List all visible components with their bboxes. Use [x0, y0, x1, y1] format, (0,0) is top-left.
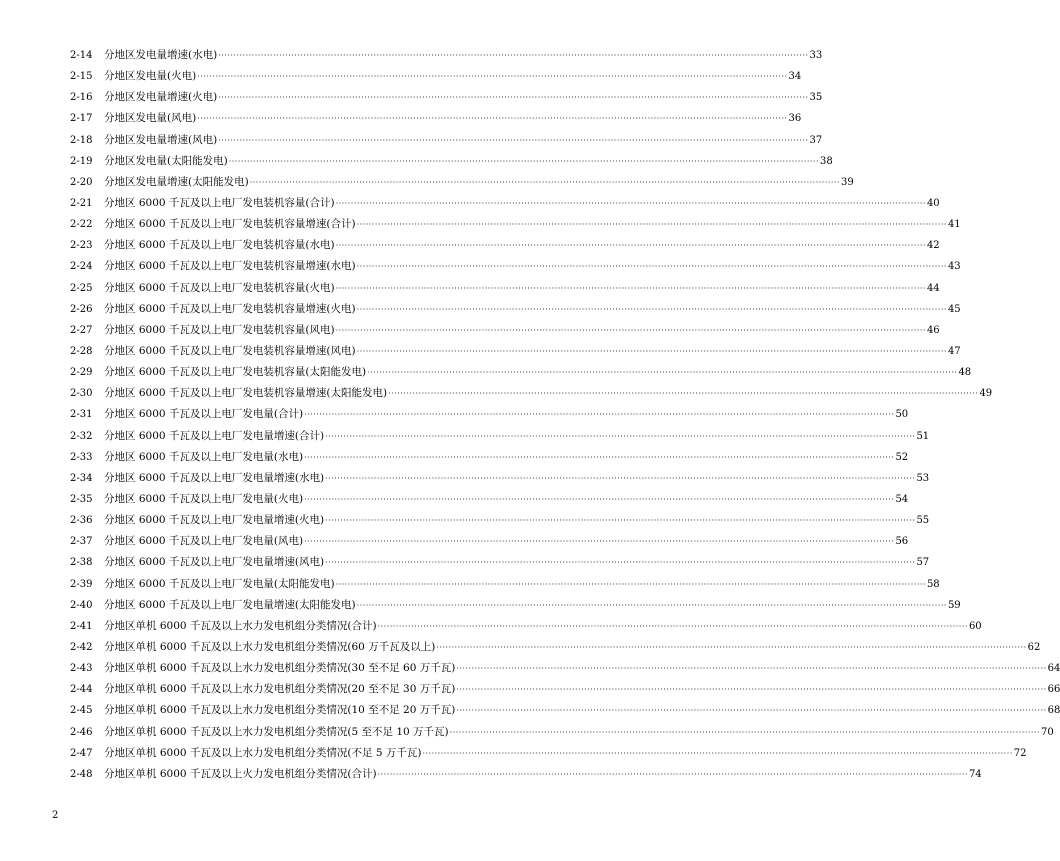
toc-entry-page: 39: [841, 176, 854, 188]
toc-entry-number: 2-46: [70, 726, 93, 738]
toc-entry-page: 49: [979, 388, 993, 400]
toc-entry-title: 分地区 6000 千瓦及以上电厂发电量(火电): [104, 492, 304, 505]
toc-entry-number: 2-41: [70, 620, 93, 632]
toc-dot-leader: [218, 45, 808, 66]
toc-entry[interactable]: [70, 87, 823, 108]
toc-dot-leader: [336, 235, 926, 256]
toc-entry-page: 62: [1027, 641, 1041, 653]
toc-entry-number: 2-27: [70, 324, 93, 336]
toc-entry-number: 2-17: [70, 113, 93, 125]
toc-entry-title: 分地区发电量(太阳能发电): [104, 154, 228, 167]
toc-entry-number: 2-22: [70, 219, 93, 231]
toc-entry-title: 分地区 6000 千瓦及以上电厂发电量(太阳能发电): [104, 577, 335, 590]
toc-entry-title: 分地区 6000 千瓦及以上电厂发电量增速(水电): [104, 471, 325, 484]
toc-entry[interactable]: [70, 383, 993, 404]
toc-entry-page: 72: [1013, 747, 1027, 759]
toc-entry-number: 2-23: [70, 240, 93, 252]
toc-entry-page: 33: [809, 50, 823, 61]
toc-entry[interactable]: [70, 552, 930, 573]
toc-entry-page: 59: [947, 599, 961, 611]
toc-entry-title: 分地区 6000 千瓦及以上电厂发电装机容量增速(合计): [104, 218, 356, 231]
toc-dot-leader: [325, 510, 915, 531]
toc-entry-number: 2-24: [70, 261, 93, 273]
toc-entry-number: 2-33: [70, 451, 93, 463]
toc-entry-title: 分地区 6000 千瓦及以上电厂发电量增速(火电): [104, 514, 325, 527]
toc-dot-leader: [250, 172, 840, 193]
toc-entry-page: 50: [895, 409, 909, 421]
toc-dot-leader: [388, 383, 978, 404]
toc-dot-leader: [218, 87, 808, 108]
toc-entry[interactable]: [70, 616, 982, 637]
toc-entry-number: 2-38: [70, 557, 93, 569]
toc-entry-number: 2-37: [70, 536, 93, 548]
toc-entry-title: 分地区 6000 千瓦及以上电厂发电量(合计): [104, 408, 304, 421]
toc-entry-page: 35: [809, 92, 823, 104]
toc-dot-leader: [357, 299, 947, 320]
toc-dot-leader: [450, 722, 1040, 743]
toc-entry-number: 2-18: [70, 134, 93, 146]
toc-entry-title: 分地区单机 6000 千瓦及以上水力发电机组分类情况(30 至不足 60 万千瓦): [104, 662, 456, 675]
toc-dot-leader: [325, 426, 915, 447]
toc-entry-title: 分地区 6000 千瓦及以上电厂发电装机容量(太阳能发电): [104, 366, 367, 379]
toc-entry-number: 2-36: [70, 515, 93, 527]
toc-entry-page: 52: [895, 451, 909, 463]
toc-dot-leader: [357, 214, 947, 235]
toc-entry-title: 分地区 6000 千瓦及以上电厂发电装机容量(水电): [104, 239, 335, 252]
toc-dot-leader: [357, 256, 947, 277]
toc-entry-number: 2-14: [70, 50, 93, 61]
toc-entry-page: 34: [788, 71, 802, 83]
toc-entry-title: 分地区发电量增速(火电): [104, 91, 218, 104]
toc-entry[interactable]: [70, 108, 802, 129]
toc-entry-page: 47: [947, 345, 961, 357]
toc-entry[interactable]: [70, 468, 930, 489]
toc-entry-number: 2-28: [70, 345, 93, 357]
toc-entry-title: 分地区发电量增速(水电): [104, 49, 218, 61]
toc-dot-leader: [304, 447, 894, 468]
toc-entry[interactable]: [70, 362, 972, 383]
toc-entry[interactable]: [70, 404, 909, 425]
toc-entry-page: 42: [926, 240, 940, 252]
table-of-contents: [70, 45, 1060, 785]
toc-dot-leader: [456, 658, 1046, 679]
toc-dot-leader: [336, 278, 926, 299]
toc-entry-number: 2-16: [70, 92, 93, 104]
toc-dot-leader: [367, 362, 957, 383]
toc-dot-leader: [378, 764, 968, 785]
toc-entry-page: 57: [916, 557, 930, 569]
toc-entry[interactable]: [70, 595, 961, 616]
toc-entry-title: 分地区 6000 千瓦及以上电厂发电装机容量(风电): [104, 323, 335, 336]
toc-entry-title: 分地区发电量(风电): [104, 112, 197, 125]
toc-entry-title: 分地区 6000 千瓦及以上电厂发电装机容量增速(水电): [104, 260, 356, 273]
toc-entry-number: 2-25: [70, 282, 93, 294]
toc-entry[interactable]: [70, 278, 940, 299]
toc-entry[interactable]: [70, 574, 940, 595]
toc-entry-title: 分地区 6000 千瓦及以上电厂发电量(水电): [104, 450, 304, 463]
toc-entry-number: 2-39: [70, 578, 93, 590]
toc-entry-number: 2-40: [70, 599, 93, 611]
toc-entry-page: 37: [809, 134, 823, 146]
toc-entry[interactable]: [70, 130, 823, 151]
toc-entry-title: 分地区发电量(火电): [104, 70, 197, 83]
page-number: 2: [52, 810, 59, 821]
toc-entry-title: 分地区 6000 千瓦及以上电厂发电量增速(太阳能发电): [104, 598, 356, 611]
toc-entry-page: 74: [968, 768, 982, 780]
toc-entry-page: 36: [788, 113, 802, 125]
toc-entry[interactable]: [70, 172, 854, 193]
toc-entry-page: 40: [926, 197, 940, 209]
toc-entry[interactable]: [70, 193, 940, 214]
toc-entry-title: 分地区 6000 千瓦及以上电厂发电量(风电): [104, 535, 304, 548]
toc-dot-leader: [304, 531, 894, 552]
toc-entry[interactable]: [70, 214, 961, 235]
toc-dot-leader: [336, 193, 926, 214]
toc-entry[interactable]: [70, 658, 1060, 679]
toc-entry-title: 分地区 6000 千瓦及以上电厂发电装机容量(火电): [104, 281, 335, 294]
toc-dot-leader: [456, 679, 1046, 700]
toc-entry[interactable]: [70, 341, 961, 362]
toc-dot-leader: [218, 130, 808, 151]
toc-entry-page: 45: [947, 303, 961, 315]
toc-entry-number: 2-34: [70, 472, 93, 484]
toc-entry-number: 2-29: [70, 367, 93, 379]
toc-entry-number: 2-32: [70, 430, 93, 442]
toc-entry[interactable]: [70, 679, 1060, 700]
toc-dot-leader: [229, 151, 819, 172]
toc-entry-number: 2-44: [70, 684, 93, 696]
toc-entry-title: 分地区单机 6000 千瓦及以上水力发电机组分类情况(合计): [104, 619, 377, 632]
toc-entry-title: 分地区发电量增速(太阳能发电): [104, 175, 249, 188]
toc-entry-title: 分地区单机 6000 千瓦及以上水力发电机组分类情况(20 至不足 30 万千瓦): [104, 683, 456, 696]
toc-entry[interactable]: [70, 531, 909, 552]
toc-entry-page: 46: [926, 324, 940, 336]
toc-entry[interactable]: [70, 700, 1060, 721]
toc-entry-title: 分地区单机 6000 千瓦及以上火力发电机组分类情况(合计): [104, 767, 377, 780]
toc-entry-page: 66: [1047, 684, 1060, 696]
toc-dot-leader: [357, 595, 947, 616]
toc-entry[interactable]: [70, 510, 930, 531]
toc-dot-leader: [456, 700, 1046, 721]
toc-entry-number: 2-43: [70, 663, 93, 675]
toc-entry[interactable]: [70, 722, 1054, 743]
toc-entry-number: 2-47: [70, 747, 93, 759]
toc-entry-number: 2-20: [70, 176, 93, 188]
toc-dot-leader: [304, 404, 894, 425]
toc-entry-title: 分地区 6000 千瓦及以上电厂发电装机容量(合计): [104, 196, 335, 209]
toc-entry[interactable]: [70, 151, 833, 172]
toc-entry-page: 43: [947, 261, 961, 273]
toc-entry-page: 68: [1047, 705, 1060, 717]
toc-entry-page: 64: [1047, 663, 1060, 675]
toc-dot-leader: [197, 108, 787, 129]
toc-dot-leader: [422, 743, 1012, 764]
toc-entry[interactable]: [70, 256, 961, 277]
toc-entry[interactable]: [70, 299, 961, 320]
toc-entry-page: 54: [895, 493, 909, 505]
toc-entry-page: 41: [947, 219, 961, 231]
toc-entry-page: 38: [820, 155, 833, 167]
toc-dot-leader: [357, 341, 947, 362]
toc-entry-number: 2-35: [70, 493, 93, 505]
toc-dot-leader: [325, 468, 915, 489]
toc-entry-page: 70: [1041, 726, 1054, 738]
toc-entry-page: 53: [916, 472, 930, 484]
toc-dot-leader: [436, 637, 1026, 658]
toc-entry[interactable]: [70, 45, 823, 66]
toc-entry[interactable]: [70, 426, 930, 447]
toc-entry-number: 2-26: [70, 303, 93, 315]
toc-entry-number: 2-31: [70, 409, 93, 421]
toc-entry[interactable]: [70, 320, 940, 341]
toc-entry-page: 44: [926, 282, 940, 294]
toc-entry[interactable]: [70, 235, 940, 256]
toc-entry-title: 分地区单机 6000 千瓦及以上水力发电机组分类情况(5 至不足 10 万千瓦): [104, 725, 449, 738]
toc-entry-number: 2-15: [70, 71, 93, 83]
toc-dot-leader: [336, 574, 926, 595]
toc-entry-page: 58: [926, 578, 940, 590]
toc-entry[interactable]: [70, 447, 909, 468]
toc-entry-title: 分地区 6000 千瓦及以上电厂发电量增速(风电): [104, 556, 325, 569]
toc-entry-page: 48: [958, 367, 972, 379]
toc-entry-number: 2-21: [70, 197, 93, 209]
toc-entry-title: 分地区发电量增速(风电): [104, 133, 218, 146]
toc-entry-title: 分地区 6000 千瓦及以上电厂发电装机容量增速(火电): [104, 302, 356, 315]
toc-entry-title: 分地区 6000 千瓦及以上电厂发电装机容量增速(风电): [104, 344, 356, 357]
toc-entry-page: 56: [895, 536, 909, 548]
toc-entry[interactable]: [70, 637, 1041, 658]
toc-entry[interactable]: [70, 764, 982, 785]
toc-entry-title: 分地区单机 6000 千瓦及以上水力发电机组分类情况(10 至不足 20 万千瓦): [104, 704, 456, 717]
toc-entry-page: 60: [968, 620, 982, 632]
toc-entry-number: 2-42: [70, 641, 93, 653]
toc-entry-number: 2-30: [70, 388, 93, 400]
toc-entry[interactable]: [70, 743, 1027, 764]
toc-entry[interactable]: [70, 66, 802, 87]
toc-dot-leader: [378, 616, 968, 637]
toc-entry-title: 分地区 6000 千瓦及以上电厂发电装机容量增速(太阳能发电): [104, 387, 388, 400]
toc-entry-page: 55: [916, 515, 930, 527]
toc-entry-title: 分地区单机 6000 千瓦及以上水力发电机组分类情况(不足 5 万千瓦): [104, 746, 422, 759]
toc-dot-leader: [325, 552, 915, 573]
toc-entry-number: 2-45: [70, 705, 93, 717]
toc-dot-leader: [197, 66, 787, 87]
toc-entry-page: 51: [916, 430, 930, 442]
toc-entry-title: 分地区 6000 千瓦及以上电厂发电量增速(合计): [104, 429, 325, 442]
toc-entry-number: 2-19: [70, 155, 93, 167]
toc-dot-leader: [336, 320, 926, 341]
toc-dot-leader: [304, 489, 894, 510]
toc-entry-title: 分地区单机 6000 千瓦及以上水力发电机组分类情况(60 万千瓦及以上): [104, 640, 436, 653]
toc-entry-number: 2-48: [70, 768, 93, 780]
toc-entry[interactable]: [70, 489, 909, 510]
